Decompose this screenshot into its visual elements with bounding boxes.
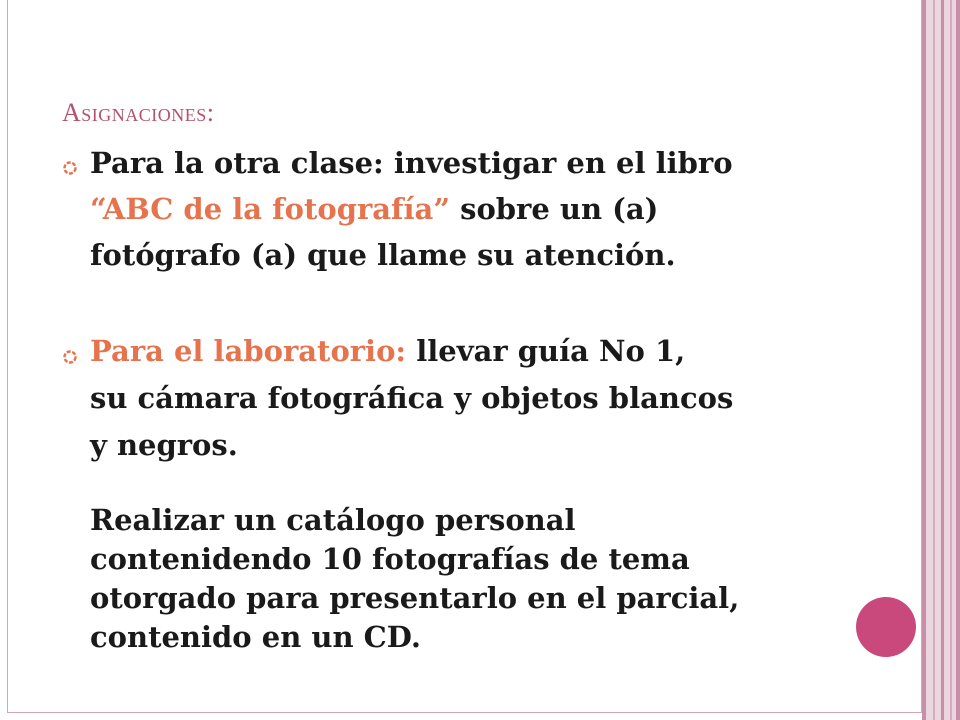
decorative-circle (856, 597, 916, 657)
bullet-1-line-3: fotógrafo (a) que llame su atención. (90, 238, 676, 272)
bullet-icon (62, 160, 78, 176)
bullet-2-line-1-rest: llevar guía No 1, (406, 334, 686, 368)
stripe (956, 0, 960, 720)
bullet-1-line-1: Para la otra clase: investigar en el libro (90, 146, 733, 180)
stripe (950, 0, 952, 720)
bullet-icon (62, 349, 78, 365)
bullet-2-line-1 (90, 334, 685, 368)
bullet-2-line-3: y negros. (90, 428, 238, 462)
lab-label: Para el laboratorio: (90, 334, 407, 368)
stripe (933, 0, 935, 720)
stripe (941, 0, 944, 720)
stripe (922, 0, 926, 720)
bullet-1-line-2-rest: sobre un (a) (450, 192, 659, 226)
paragraph-line-4: contenido en un CD. (90, 620, 421, 654)
paragraph-line-1: Realizar un catálogo personal (90, 503, 576, 537)
slide-title: Asignaciones: (62, 98, 215, 127)
bullet-1-line-2 (90, 192, 658, 226)
paragraph-line-2: contenidendo 10 fotografías de tema (90, 542, 690, 576)
book-title: “ABC de la fotografía” (90, 192, 451, 226)
paragraph-line-3: otorgado para presentarlo en el parcial, (90, 581, 740, 615)
bullet-2-line-2: su cámara fotográfica y objetos blancos (90, 381, 734, 415)
decorative-stripes (922, 0, 960, 720)
